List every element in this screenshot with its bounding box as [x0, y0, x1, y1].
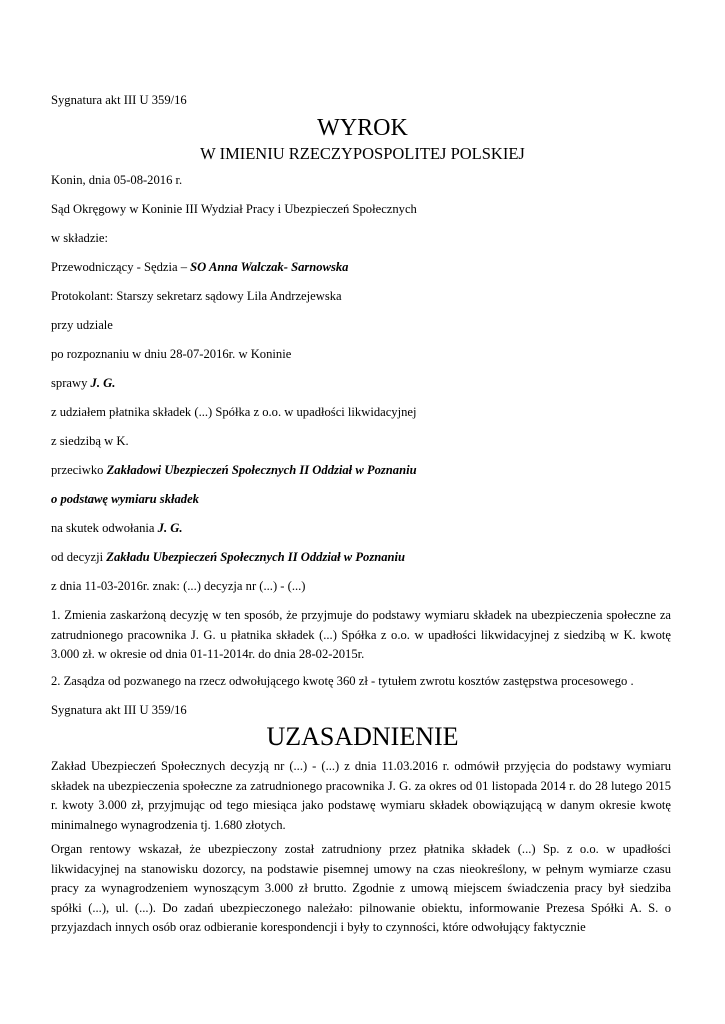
- case-label: sprawy: [51, 376, 91, 390]
- appeal-party: J. G.: [157, 521, 183, 535]
- decision-date-line: z dnia 11-03-2016r. znak: (...) decyzja nr (...) - (...): [51, 579, 306, 593]
- payer-line: z udziałem płatnika składek (...) Spółka z o.o. w upadłości likwidacyjnej: [51, 405, 417, 419]
- participation-line: przy udziale: [51, 318, 113, 332]
- case-party: J. G.: [90, 376, 116, 390]
- appeal-line: [51, 520, 670, 536]
- against-line: [51, 462, 670, 478]
- case-line: [51, 375, 670, 391]
- justification-paragraph-2: Organ rentowy wskazał, że ubezpieczony został zatrudniony przez płatnika składek (...) Sp. z o.o. w upadłości likwidacyjnej na stanowisku dozorcy, na podstawie pisemnej umowy na czas nieokreślony, w pełnym wymiarze czasu pracy za wynagrodzeniem wynoszącym 3.000 zł brutto. Zgodnie z umową miejscem świadczenia pracy był siedziba spółki (...), ul. (...). Do zadań ubezpieczonego należało: pilnowanie obiektu, informowanie Prezesa Spółki A. S. o przyjazdach innych osób oraz odbieranie korespondencji i były to czynności, które odwołujący faktycznie: [51, 842, 671, 935]
- document-title: WYROK: [317, 115, 408, 141]
- verdict-point-1: 1. Zmienia zaskarżoną decyzję w ten sposób, że przyjmuje do podstawy wymiaru składek na ubezpieczenia społeczne za zatrudnionego pracownika J. G. u płatnika składek (...) Spółka z o.o. w upadłości likwidacyjnej z siedzibą w K. kwotę 3.000 zł. w okresie od dnia 01-11-2014r. do dnia 28-02-2015r.: [51, 608, 671, 661]
- seat-line: z siedzibą w K.: [51, 434, 129, 448]
- chair-name: SO Anna Walczak- Sarnowska: [190, 260, 349, 274]
- against-party: Zakładowi Ubezpieczeń Społecznych II Oddział w Poznaniu: [106, 463, 417, 477]
- chair-line: [51, 259, 670, 275]
- justification-signature: Sygnatura akt III U 359/16: [51, 703, 187, 717]
- subject-line: o podstawę wymiaru składek: [51, 492, 199, 506]
- decision-line: [51, 549, 670, 565]
- decision-party: Zakładu Ubezpieczeń Społecznych II Oddział w Poznaniu: [106, 550, 406, 564]
- court-name: Sąd Okręgowy w Koninie III Wydział Pracy i Ubezpieczeń Społecznych: [51, 202, 417, 216]
- document-subtitle: W IMIENIU RZECZYPOSPOLITEJ POLSKIEJ: [200, 144, 525, 163]
- decision-label: od decyzji: [51, 550, 107, 564]
- appeal-label: na skutek odwołania: [51, 521, 158, 535]
- place-date: Konin, dnia 05-08-2016 r.: [51, 173, 183, 187]
- chair-label: Przewodniczący - Sędzia –: [51, 260, 191, 274]
- against-label: przeciwko: [51, 463, 107, 477]
- justification-title: UZASADNIENIE: [266, 722, 459, 751]
- justification-paragraph-1: Zakład Ubezpieczeń Społecznych decyzją nr (...) - (...) z dnia 11.03.2016 r. odmówił przyjęcia do podstawy wymiaru składek na ubezpieczenia społeczne za zatrudnionego pracownika J. G. za okres od 01 listopada 2014 r. do 28 lutego 2015 r. kwoty 3.000 zł, przyjmując od tego miesiąca jako podstawę wymiaru składek obowiązującą w danym okresie kwotę minimalnego wynagrodzenia tj. 1.680 złotych.: [51, 759, 671, 832]
- clerk-line: Protokolant: Starszy sekretarz sądowy Lila Andrzejewska: [51, 289, 342, 303]
- hearing-line: po rozpoznaniu w dniu 28-07-2016r. w Koninie: [51, 347, 292, 361]
- case-signature: Sygnatura akt III U 359/16: [51, 93, 187, 107]
- verdict-point-2: 2. Zasądza od pozwanego na rzecz odwołującego kwotę 360 zł - tytułem zwrotu kosztów zastępstwa procesowego .: [51, 674, 634, 688]
- composition-label: w składzie:: [51, 231, 109, 245]
